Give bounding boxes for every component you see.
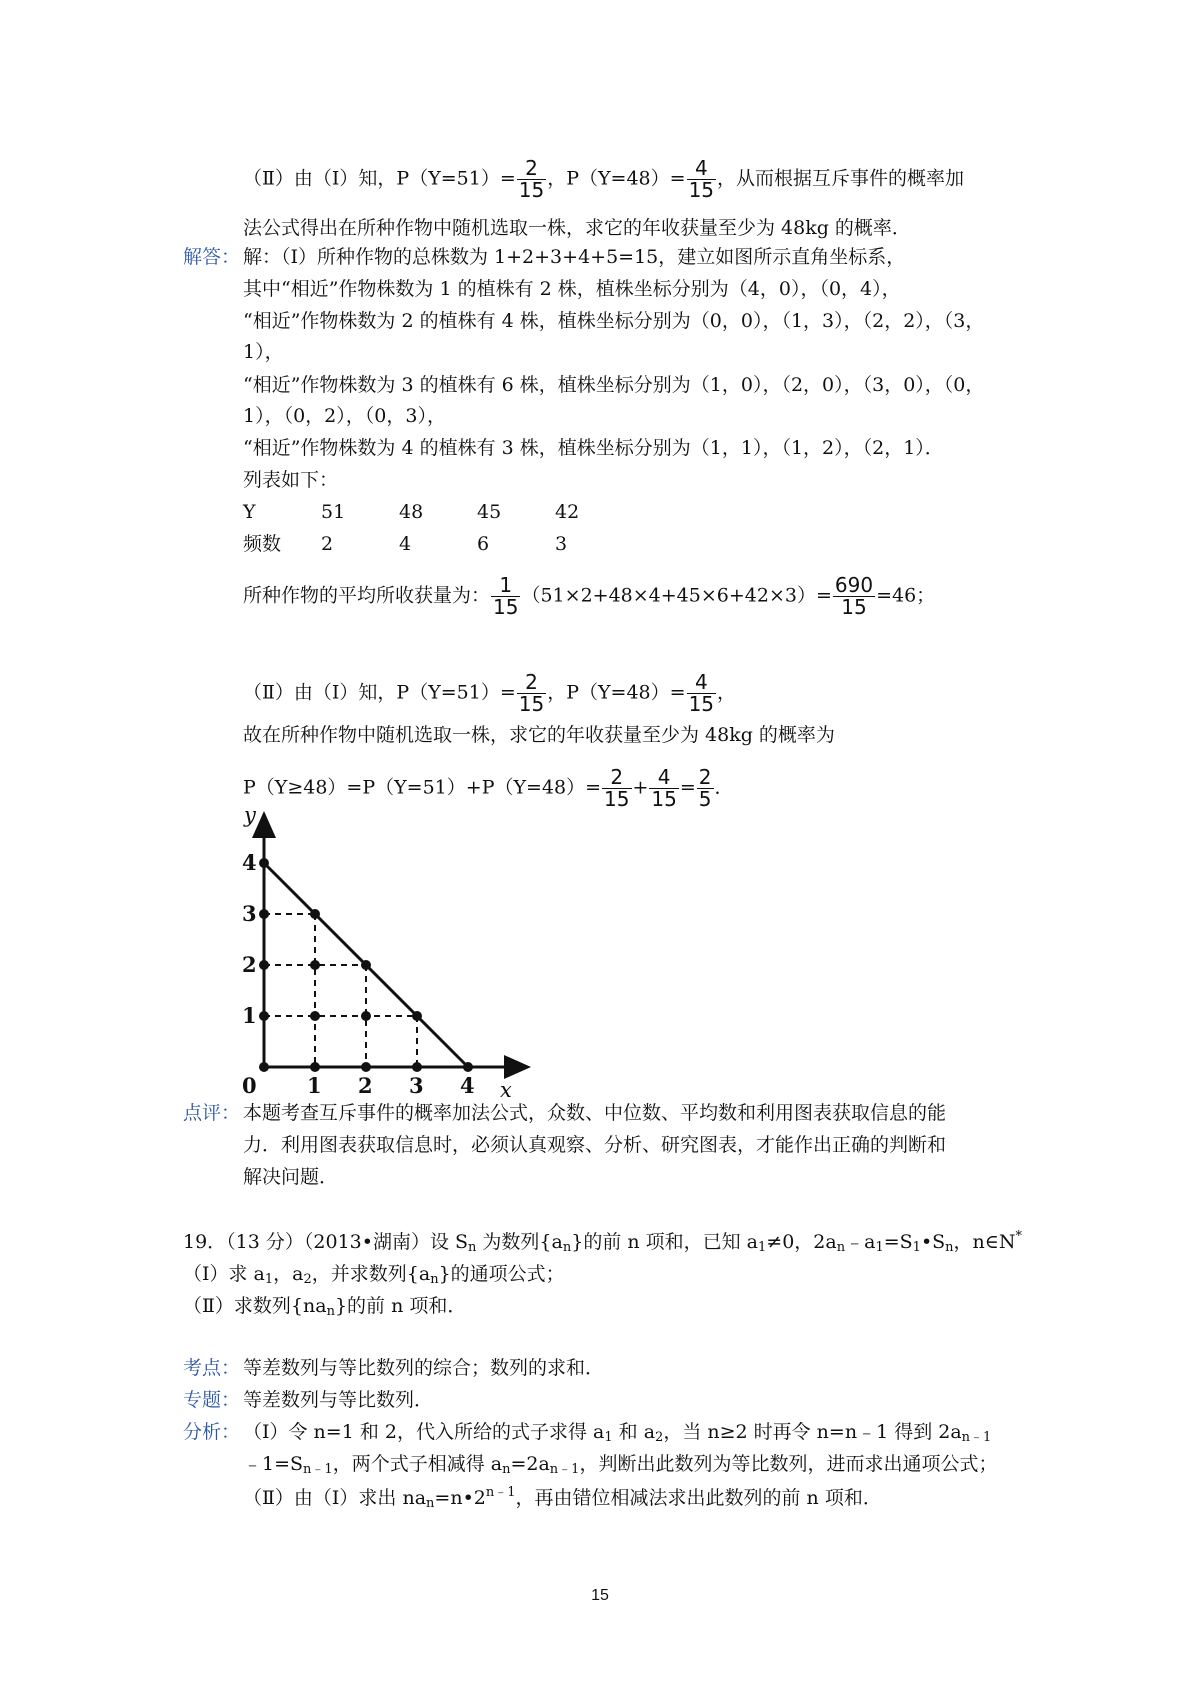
fraction: $\frac{1}{15}$ [493,573,519,619]
fraction: $\frac{2}{15}$ [518,670,545,716]
question-19-part2: （Ⅱ）求数列$\{na_n\}$的前 n 项和． [183,1295,467,1319]
solution-line-2: 其中“相近”作物株数为 1 的植株有 2 株，植株坐标分别为（4，0），（0，4）， [243,278,901,300]
x-tick-label: 0 [242,1073,257,1098]
y-axis-label: y [244,808,256,827]
table-cell: 频数 [243,533,282,555]
fraction: $\frac{2}{5}$ [698,765,712,811]
solution-line-5: “相近”作物株数为 3 的植株有 6 株，植株坐标分别为（1，0），（2，0），（3，0），（0， [243,374,985,396]
table-cell: 3 [555,533,568,555]
analysis-line-2: $﹣1=S_{n﹣1}$，两个式子相减得 $a_n=2a_{n﹣1}$，判断出此数列为等比数列，进而求出通项公式； [243,1453,998,1477]
page-number: 15 [591,1587,609,1604]
question-19-part1: （Ⅰ）求 $a_1$，$a_2$，并求数列$\{a_n\}$的通项公式； [183,1263,565,1287]
analysis-line-3: （Ⅱ）由（Ⅰ）求出 $na_n=n•2^{n﹣1}$，再由错位相减法求出此数列的前 n 项和． [243,1485,882,1511]
comment-line-3: 解决问题． [243,1166,339,1188]
x-tick-label: 3 [409,1073,424,1098]
comment-line-2: 力．利用图表获取信息时，必须认真观察、分析、研究图表，才能作出正确的判断和 [243,1134,947,1156]
solution-line-4: 1）， [243,341,284,363]
question-19-stem: 19．（13 分）（2013•湖南）设 $S_n$ 为数列$\{a_n\}$的前 n 项和，已知 $a_1\ne 0$，$2a_n﹣a_1=S_1•S_n$，n∈N* [183,1229,1022,1255]
knowledge-point-label: 考点： [183,1357,241,1379]
average-line: 所种作物的平均所收获量为： $\frac{1}{15}$ （51×2+48×4+45×6+42×3）= $\frac{690}{15}$ =46； [243,573,936,619]
x-tick-label: 4 [460,1073,475,1098]
solution-line-6: 1），（0，2），（0，3）， [243,405,446,427]
solution-line-8: 列表如下： [243,469,339,491]
y-tick-label: 3 [242,901,257,926]
table-cell: 6 [477,533,490,555]
fraction: $\frac{690}{15}$ [834,573,874,619]
analysis-label: 分析： [183,1421,241,1443]
analysis-part2-line2: 法公式得出在所种作物中随机选取一株，求它的年收获量至少为 48kg 的概率． [243,217,911,239]
fraction: $\frac{4}{15}$ [688,156,715,202]
y-tick-label: 2 [242,952,257,977]
dashed-grid [264,914,417,1067]
y-tick-label: 1 [242,1003,257,1028]
table-cell: Y [243,501,256,523]
fraction: $\frac{2}{15}$ [518,156,545,202]
solution-part2-line3: P（Y≥48）=P（Y=51）+P（Y=48）= $\frac{2}{15}$ + $\frac{4}{15}$ = $\frac{2}{5}$ ． [243,765,734,811]
x-axis-label: x [500,1078,512,1098]
analysis-line-1: （Ⅰ）令 n=1 和 2，代入所给的式子求得 $a_1$ 和 $a_2$，当 n≥2 时再令 n=n﹣1 得到 $2a_{n﹣1}$ [243,1421,992,1445]
analysis-part2-line1: （Ⅱ）由（Ⅰ）知，P（Y=51）= $\frac{2}{15}$ ，P（Y=48）= $\frac{4}{15}$ ，从而根据互斥事件的概率加 [243,156,965,202]
table-cell: 2 [321,533,334,555]
topic-text: 等差数列与等比数列． [243,1389,434,1411]
table-cell: 48 [399,501,424,523]
table-cell: 4 [399,533,412,555]
table-cell: 51 [321,501,346,523]
knowledge-point-text: 等差数列与等比数列的综合；数列的求和． [243,1357,605,1379]
solution-line-3: “相近”作物株数为 2 的植株有 4 株，植株坐标分别为（0，0），（1，3），（2，2），（3， [243,310,985,332]
x-tick-label: 2 [358,1073,373,1098]
topic-label: 专题： [183,1389,241,1411]
solution-part2-line1: （Ⅱ）由（Ⅰ）知，P（Y=51）= $\frac{2}{15}$ ，P（Y=48）= $\frac{4}{15}$ ， [243,670,737,716]
comment-label: 点评： [183,1102,241,1124]
solution-line-1: 解：（Ⅰ）所种作物的总株数为 1+2+3+4+5=15，建立如图所示直角坐标系， [243,246,906,268]
x-tick-label: 1 [307,1073,322,1098]
table-row-y [243,500,579,524]
solution-part2-line2: 故在所种作物中随机选取一株，求它的年收获量至少为 48kg 的概率为 [243,724,835,746]
comment-line-1: 本题考查互斥事件的概率加法公式，众数、中位数、平均数和利用图表获取信息的能 [243,1102,947,1124]
table-row-freq [243,532,567,556]
fraction: $\frac{4}{15}$ [651,765,677,811]
solution-line-7: “相近”作物株数为 4 的植株有 3 株，植株坐标分别为（1，1），（1，2），（2，1）． [243,437,944,459]
fraction: $\frac{4}{15}$ [688,670,715,716]
table-cell: 45 [477,501,502,523]
y-tick-label: 4 [242,850,257,875]
solution-label: 解答： [183,246,241,268]
table-cell: 42 [555,501,580,523]
coordinate-graph [232,808,532,1098]
fraction: $\frac{2}{15}$ [604,765,630,811]
